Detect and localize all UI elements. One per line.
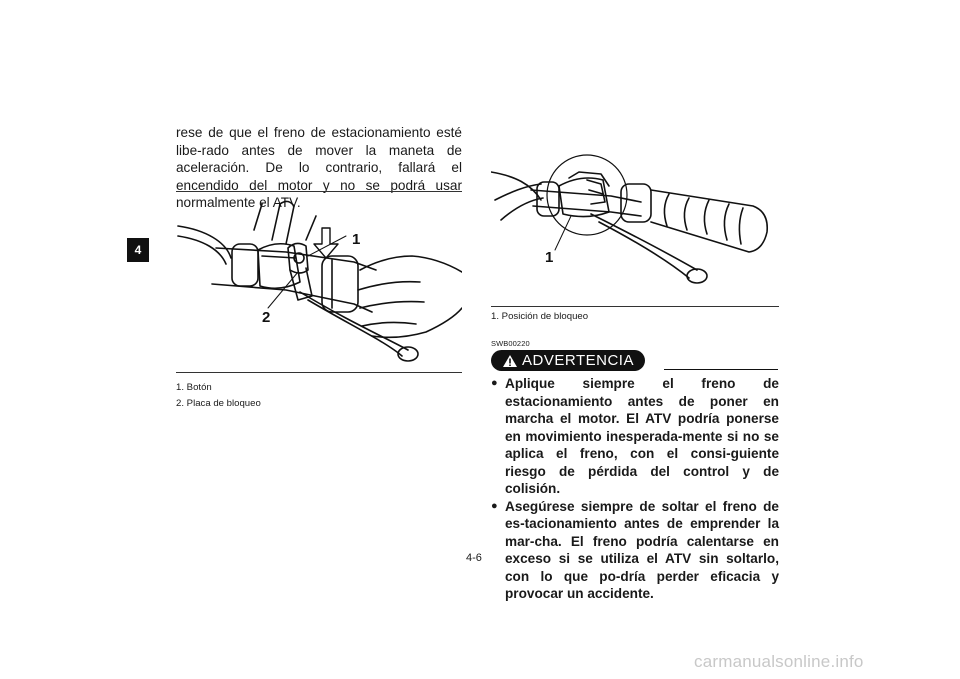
- warning-item-text: Asegúrese siempre de soltar el freno de es-tacionamiento antes de emprender la mar-cha. El freno podría calentarse en exceso si se utiliza el ATV sin soltarlo, con lo que po-dría perder eficacia y provocar un accidente.: [505, 498, 779, 601]
- warning-code: SWB00220: [491, 339, 530, 348]
- left-caption-2: 2. Placa de bloqueo: [176, 398, 261, 409]
- warning-item-1: [491, 375, 779, 498]
- section-divider: [176, 191, 462, 192]
- intro-paragraph: [176, 124, 462, 212]
- warning-banner-line: [664, 369, 778, 370]
- right-caption-1: 1. Posición de bloqueo: [491, 311, 589, 322]
- warning-list: [491, 375, 779, 603]
- bullet-icon: ●: [491, 377, 498, 389]
- warning-banner: [491, 350, 645, 371]
- intro-text: rese de que el freno de estacionamiento esté libe-rado antes de mover la maneta de aceleración. De lo contrario, fallará el encendido del motor y no se podrá usar normalmente el ATV.: [176, 125, 462, 210]
- left-caption-list: [176, 380, 261, 412]
- watermark: carmanualsonline.info: [694, 652, 864, 671]
- bullet-icon: ●: [491, 499, 498, 512]
- page-number: 4-6: [466, 552, 482, 564]
- right-caption-divider: [491, 306, 779, 307]
- warning-title: ADVERTENCIA: [522, 352, 634, 369]
- warning-item-2: [491, 498, 779, 603]
- left-callout-2: 2: [262, 309, 271, 326]
- warning-item-text: Aplique siempre el freno de estacionamiento antes de poner en marcha el motor. El ATV podría ponerse en movimiento inesperada-mente si no se aplica el freno, con el consi-guiente riesgo de pérdida del control y de colisión.: [505, 376, 779, 496]
- parking-brake-illustration: [176, 200, 462, 370]
- right-callout-1: 1: [545, 249, 554, 266]
- chapter-tab: 4: [127, 238, 149, 262]
- left-caption-1: 1. Botón: [176, 382, 212, 393]
- lock-position-illustration: [491, 150, 779, 308]
- left-callout-1: 1: [352, 231, 361, 248]
- left-caption-divider: [176, 372, 462, 373]
- right-caption-list: [491, 309, 588, 325]
- warning-triangle-icon: [502, 354, 518, 368]
